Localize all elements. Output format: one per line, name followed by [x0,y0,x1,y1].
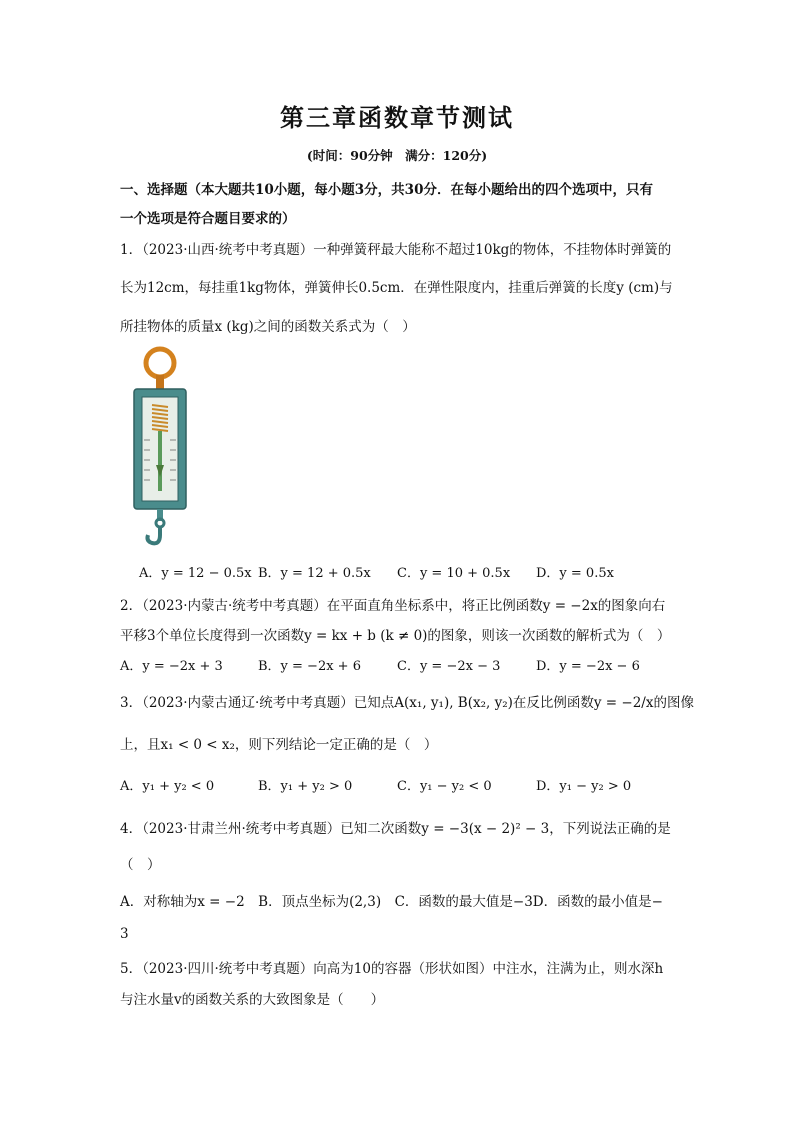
q4-options-line[interactable]: A．对称轴为x = −2 B．顶点坐标为(2,3) C．函数的最大值是−3D．函数的最小值是− [120,894,663,910]
q1-option-a[interactable]: A．y = 12 − 0.5x [139,566,252,581]
q2-option-a[interactable]: A．y = −2x + 3 [120,659,223,674]
page-title: 第三章函数章节测试 [280,104,514,132]
q1-option-d[interactable]: D．y = 0.5x [536,566,614,581]
q2-line-2: 平移3个单位长度得到一次函数y = kx + b (k ≠ 0)的图象，则该一次函数的解析式为（ ） [120,628,671,644]
q4-line-1: 4．（2023·甘肃兰州·统考中考真题）已知二次函数y = −3(x − 2)² − 3，下列说法正确的是 [120,821,671,837]
q2-option-b[interactable]: B．y = −2x + 6 [258,659,361,674]
spring-scale-image [120,345,200,550]
q3-option-d[interactable]: D．y₁ − y₂ > 0 [536,779,632,794]
section-header-line-2: 一个选项是符合题目要求的） [120,211,296,227]
q1-option-b[interactable]: B．y = 12 + 0.5x [258,566,371,581]
q3-line-1: 3．（2023·内蒙古通辽·统考中考真题）已知点A(x₁, y₁), B(x₂, y₂)在反比例函数y = −2/x的图像 [120,695,694,711]
q5-line-2: 与注水量v的函数关系的大致图象是（ ） [120,992,385,1008]
q3-line-2: 上，且x₁ < 0 < x₂，则下列结论一定正确的是（ ） [120,737,438,753]
q2-line-1: 2．（2023·内蒙古·统考中考真题）在平面直角坐标系中，将正比例函数y = −2x的图象向右 [120,598,666,614]
section-header-line-1: 一、选择题（本大题共10小题，每小题3分，共30分．在每小题给出的四个选项中，只有 [120,182,653,198]
q4-options-wrap: 3 [120,926,129,942]
q1-option-c[interactable]: C．y = 10 + 0.5x [397,566,511,581]
q2-option-d[interactable]: D．y = −2x − 6 [536,659,640,674]
q3-option-a[interactable]: A．y₁ + y₂ < 0 [120,779,215,794]
q3-option-c[interactable]: C．y₁ − y₂ < 0 [397,779,492,794]
page-subtitle: (时间：90分钟 满分：120分) [306,148,488,163]
q1-line-1: 1．（2023·山西·统考中考真题）一种弹簧秤最大能称不超过10kg的物体，不挂物体时弹簧的 [120,242,672,258]
q4-line-2: （ ） [120,857,161,873]
q1-line-3: 所挂物体的质量x (kg)之间的函数关系式为（ ） [120,319,416,335]
q3-option-b[interactable]: B．y₁ + y₂ > 0 [258,779,353,794]
q2-option-c[interactable]: C．y = −2x − 3 [397,659,501,674]
q5-line-1: 5．（2023·四川·统考中考真题）向高为10的容器（形状如图）中注水，注满为止，则水深h [120,961,664,977]
q1-line-2: 长为12cm，每挂重1kg物体，弹簧伸长0.5cm．在弹性限度内，挂重后弹簧的长度y (cm)与 [120,280,673,296]
